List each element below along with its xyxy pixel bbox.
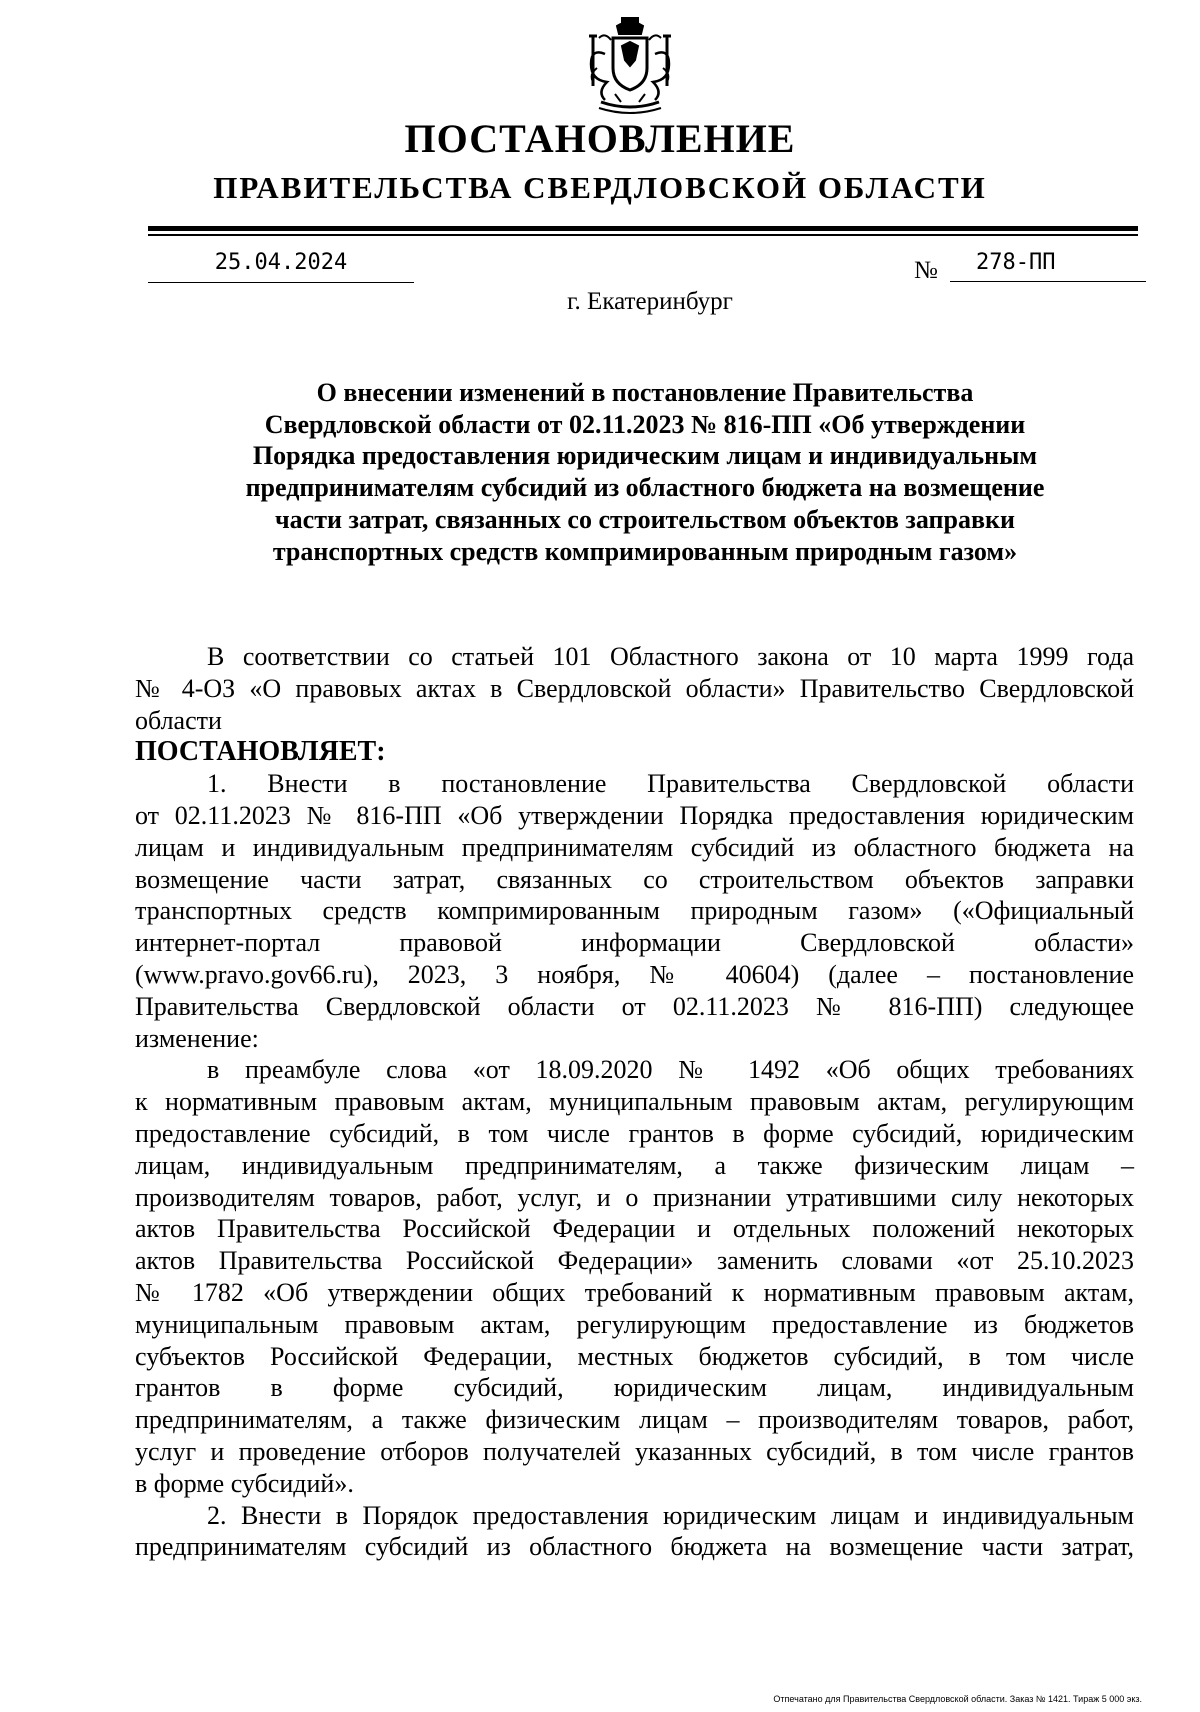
heading-line: транспортных средств компримированным природным газом» (272, 536, 1018, 566)
heading-line: Порядка предоставления юридическим лицам и индивидуальным (252, 441, 1038, 471)
heading-line: Свердловской области от 02.11.2023 № 816-ПП «Об утверждении (264, 409, 1026, 439)
item1-line: изменение: (135, 1023, 259, 1053)
document-title: ПОСТАНОВЛЕНИЕ (404, 116, 796, 161)
header-divider-thin (148, 234, 1138, 236)
preamble-line: № 4-ОЗ «О правовых актах в Свердловской области» Правительство Свердловской (135, 673, 1134, 703)
heading-line: предпринимателям субсидий из областного бюджета на возмещение (245, 473, 1045, 503)
print-footer: Отпечатано для Правительства Свердловской области. Заказ № 1421. Тираж 5 000 экз. (773, 1694, 1142, 1704)
item1-line: 1. Внести в постановление Правительства Свердловской области (207, 769, 1134, 799)
document-date: 25.04.2024 (148, 246, 414, 283)
preamble-line: области (135, 705, 222, 735)
item1-change-line: к нормативным правовым актам, муниципальным правовым актам, регулирующим (135, 1087, 1134, 1117)
heading-line: О внесении изменений в постановление Правительства (316, 378, 974, 407)
item1-change-line: в преамбуле слова «от 18.09.2020 № 1492 «Об общих требованиях (207, 1055, 1134, 1085)
item1-change-line: производителям товаров, работ, услуг, и о признании утратившими силу некоторых (135, 1182, 1134, 1212)
heading-line: части затрат, связанных со строительством объектов заправки (275, 504, 1015, 534)
item2-line: предпринимателям субсидий из областного бюджета на возмещение части затрат, (135, 1532, 1134, 1562)
document-number: 278-ПП (950, 246, 1146, 282)
decree-word: ПОСТАНОВЛЯЕТ: (135, 736, 386, 768)
item1-line: возмещение части затрат, связанных со строительством объектов заправки (135, 864, 1134, 894)
item1-change-line: грантов в форме субсидий, юридическим лицам, индивидуальным (135, 1373, 1134, 1403)
item1-change-line: актов Правительства Российской Федерации» заменить словами «от 25.10.2023 (135, 1246, 1134, 1276)
item1-line: Правительства Свердловской области от 02.11.2023 № 816-ПП) следующее (135, 991, 1134, 1021)
header-divider-thick (148, 226, 1138, 231)
item1-change-line: № 1782 «Об утверждении общих требований к нормативным правовым актам, (135, 1277, 1134, 1307)
item1-change-line: в форме субсидий». (135, 1468, 354, 1498)
item1-line: интернет-портал правовой информации Свердловской области» (135, 928, 1134, 958)
item1-change-line: предпринимателям, а также физическим лицам – производителям товаров, работ, (135, 1405, 1134, 1435)
preamble-line: В соответствии со статьей 101 Областного закона от 10 марта 1999 года (207, 642, 1134, 671)
document-heading (160, 377, 1130, 567)
issuing-authority: ПРАВИТЕЛЬСТВА СВЕРДЛОВСКОЙ ОБЛАСТИ (213, 170, 987, 205)
item1-line: лицам и индивидуальным предпринимателям субсидий из областного бюджета на (135, 832, 1134, 862)
sverdlovsk-coat-of-arms-icon (575, 14, 685, 118)
document-body (135, 641, 1134, 1563)
item1-change-line: лицам, индивидуальным предпринимателям, а также физическим лицам – (135, 1150, 1134, 1180)
item1-line: транспортных средств компримированным природным газом» («Официальный (135, 896, 1134, 926)
number-sign: № (914, 257, 938, 284)
item1-line: (www.pravo.gov66.ru), 2023, 3 ноября, № 40604) (далее – постановление (135, 959, 1134, 989)
item1-change-line: актов Правительства Российской Федерации и отдельных положений некоторых (135, 1214, 1134, 1244)
item1-change-line: муниципальным правовым актам, регулирующим предоставление из бюджетов (135, 1309, 1134, 1339)
document-city: г. Екатеринбург (567, 288, 733, 315)
item1-line: от 02.11.2023 № 816-ПП «Об утверждении Порядка предоставления юридическим (135, 800, 1134, 830)
item1-change-line: предоставление субсидий, в том числе грантов в форме субсидий, юридическим (135, 1118, 1134, 1148)
item1-change-line: услуг и проведение отборов получателей указанных субсидий, в том числе грантов (135, 1436, 1134, 1466)
item1-change-line: субъектов Российской Федерации, местных бюджетов субсидий, в том числе (135, 1341, 1134, 1371)
item2-line: 2. Внести в Порядок предоставления юридическим лицам и индивидуальным (207, 1500, 1134, 1530)
